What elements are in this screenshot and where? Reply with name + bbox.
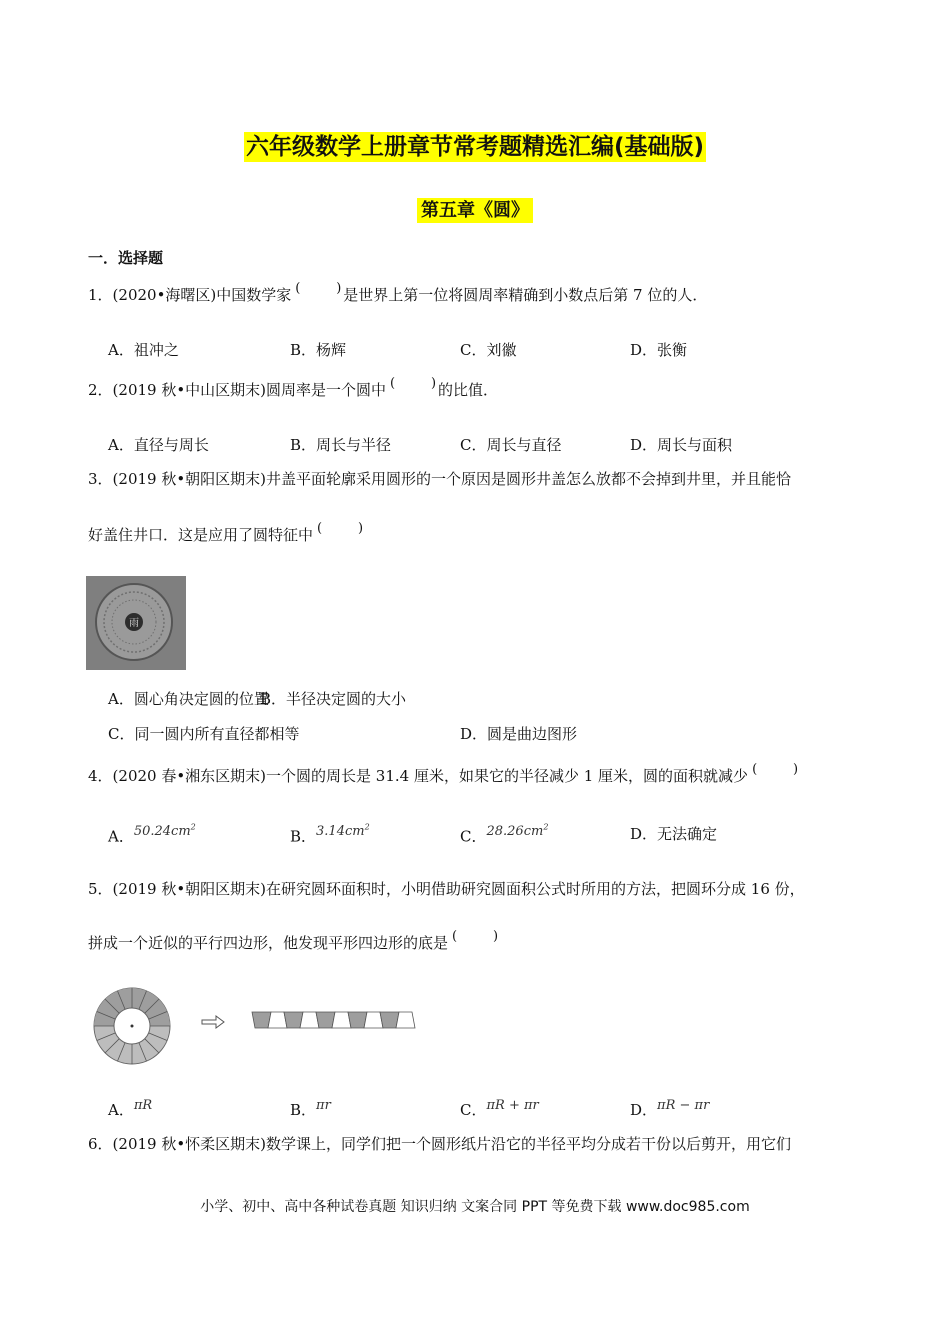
q3-option-a: A．圆心角决定圆的位置 [108,690,269,708]
section-heading: 一．选择题 [88,249,164,267]
question-1-stem: 1．(2020•海曙区)中国数学家 ( ) 是世界上第一位将圆周率精确到小数点后第 7 位的人． [88,281,708,304]
manhole-cover-image [86,576,186,670]
q4-option-c-value: $28.26cm^2$ [486,823,549,840]
q4-option-b-value: $3.14cm^2$ [316,823,370,840]
answer-blank: ( ) [752,762,799,777]
q1-option-c: C．刘徽 [460,341,517,359]
q1-option-b: B．杨辉 [290,341,347,359]
manhole-mark: 雨 [129,618,139,629]
q3-option-c: C．同一圆内所有直径都相等 [108,725,300,743]
question-2-stem: 2．(2019 秋•中山区期末)圆周率是一个圆中 ( ) 的比值． [88,376,499,399]
q5-option-c: C．πR + πr [460,1098,539,1119]
q3-option-d: D．圆是曲边图形 [460,725,578,743]
document-title: 六年级数学上册章节常考题精选汇编(基础版) [245,134,705,160]
q5-option-a: A．πR [108,1098,153,1119]
annulus-diagram [90,982,430,1070]
answer-blank: ( ) [295,281,342,296]
chapter-title: 第五章《圆》 [0,196,950,222]
q5-option-b: B．πr [290,1098,331,1119]
question-3-stem-line-1: 3．(2019 秋•朝阳区期末)井盖平面轮廓采用圆形的一个原因是圆形井盖怎么放都不会掉到井里，并且能恰 [88,470,792,488]
q2-option-b: B．周长与半径 [290,436,392,454]
q1-option-a: A．祖冲之 [108,341,179,359]
q1-option-d: D．张衡 [630,341,688,359]
q5-option-d: D．πR − πr [630,1098,710,1119]
q4-option-d: D．无法确定 [630,825,718,843]
q4-option-a: A．$50.24cm^2$ [108,823,196,846]
answer-blank: ( ) [317,521,364,536]
question-5-stem-line-2: 拼成一个近似的平行四边形，他发现平形四边形的底是 ( ) [88,929,499,952]
page-footer: 小学、初中、高中各种试卷真题 知识归纳 文案合同 PPT 等免费下载 www.doc985.com [200,1199,750,1215]
question-4-stem: 4．(2020 春•湘东区期末)一个圆的周长是 31.4 厘米，如果它的半径减少 1 厘米，圆的面积就减少 ( ) [88,762,799,785]
answer-blank: ( ) [390,376,437,391]
q4-option-b: B．$3.14cm^2$ [290,823,370,846]
question-6-stem: 6．(2019 秋•怀柔区期末)数学课上，同学们把一个圆形纸片沿它的半径平均分成若干份以后剪开，用它们 [88,1135,792,1153]
question-3-stem-line-2: 好盖住井口．这是应用了圆特征中 ( ) [88,521,364,544]
q3-option-b: B．半径决定圆的大小 [260,690,407,708]
q4-option-a-value: $50.24cm^2$ [133,823,196,840]
q2-option-c: C．周长与直径 [460,436,562,454]
question-5-stem-line-1: 5．(2019 秋•朝阳区期末)在研究圆环面积时，小明借助研究圆面积公式时所用的方法，把圆环分成 16 份， [88,880,805,898]
q2-option-d: D．周长与面积 [630,436,733,454]
q2-option-a: A．直径与周长 [108,436,209,454]
answer-blank: ( ) [452,929,499,944]
q4-option-c: C．$28.26cm^2$ [460,823,549,846]
